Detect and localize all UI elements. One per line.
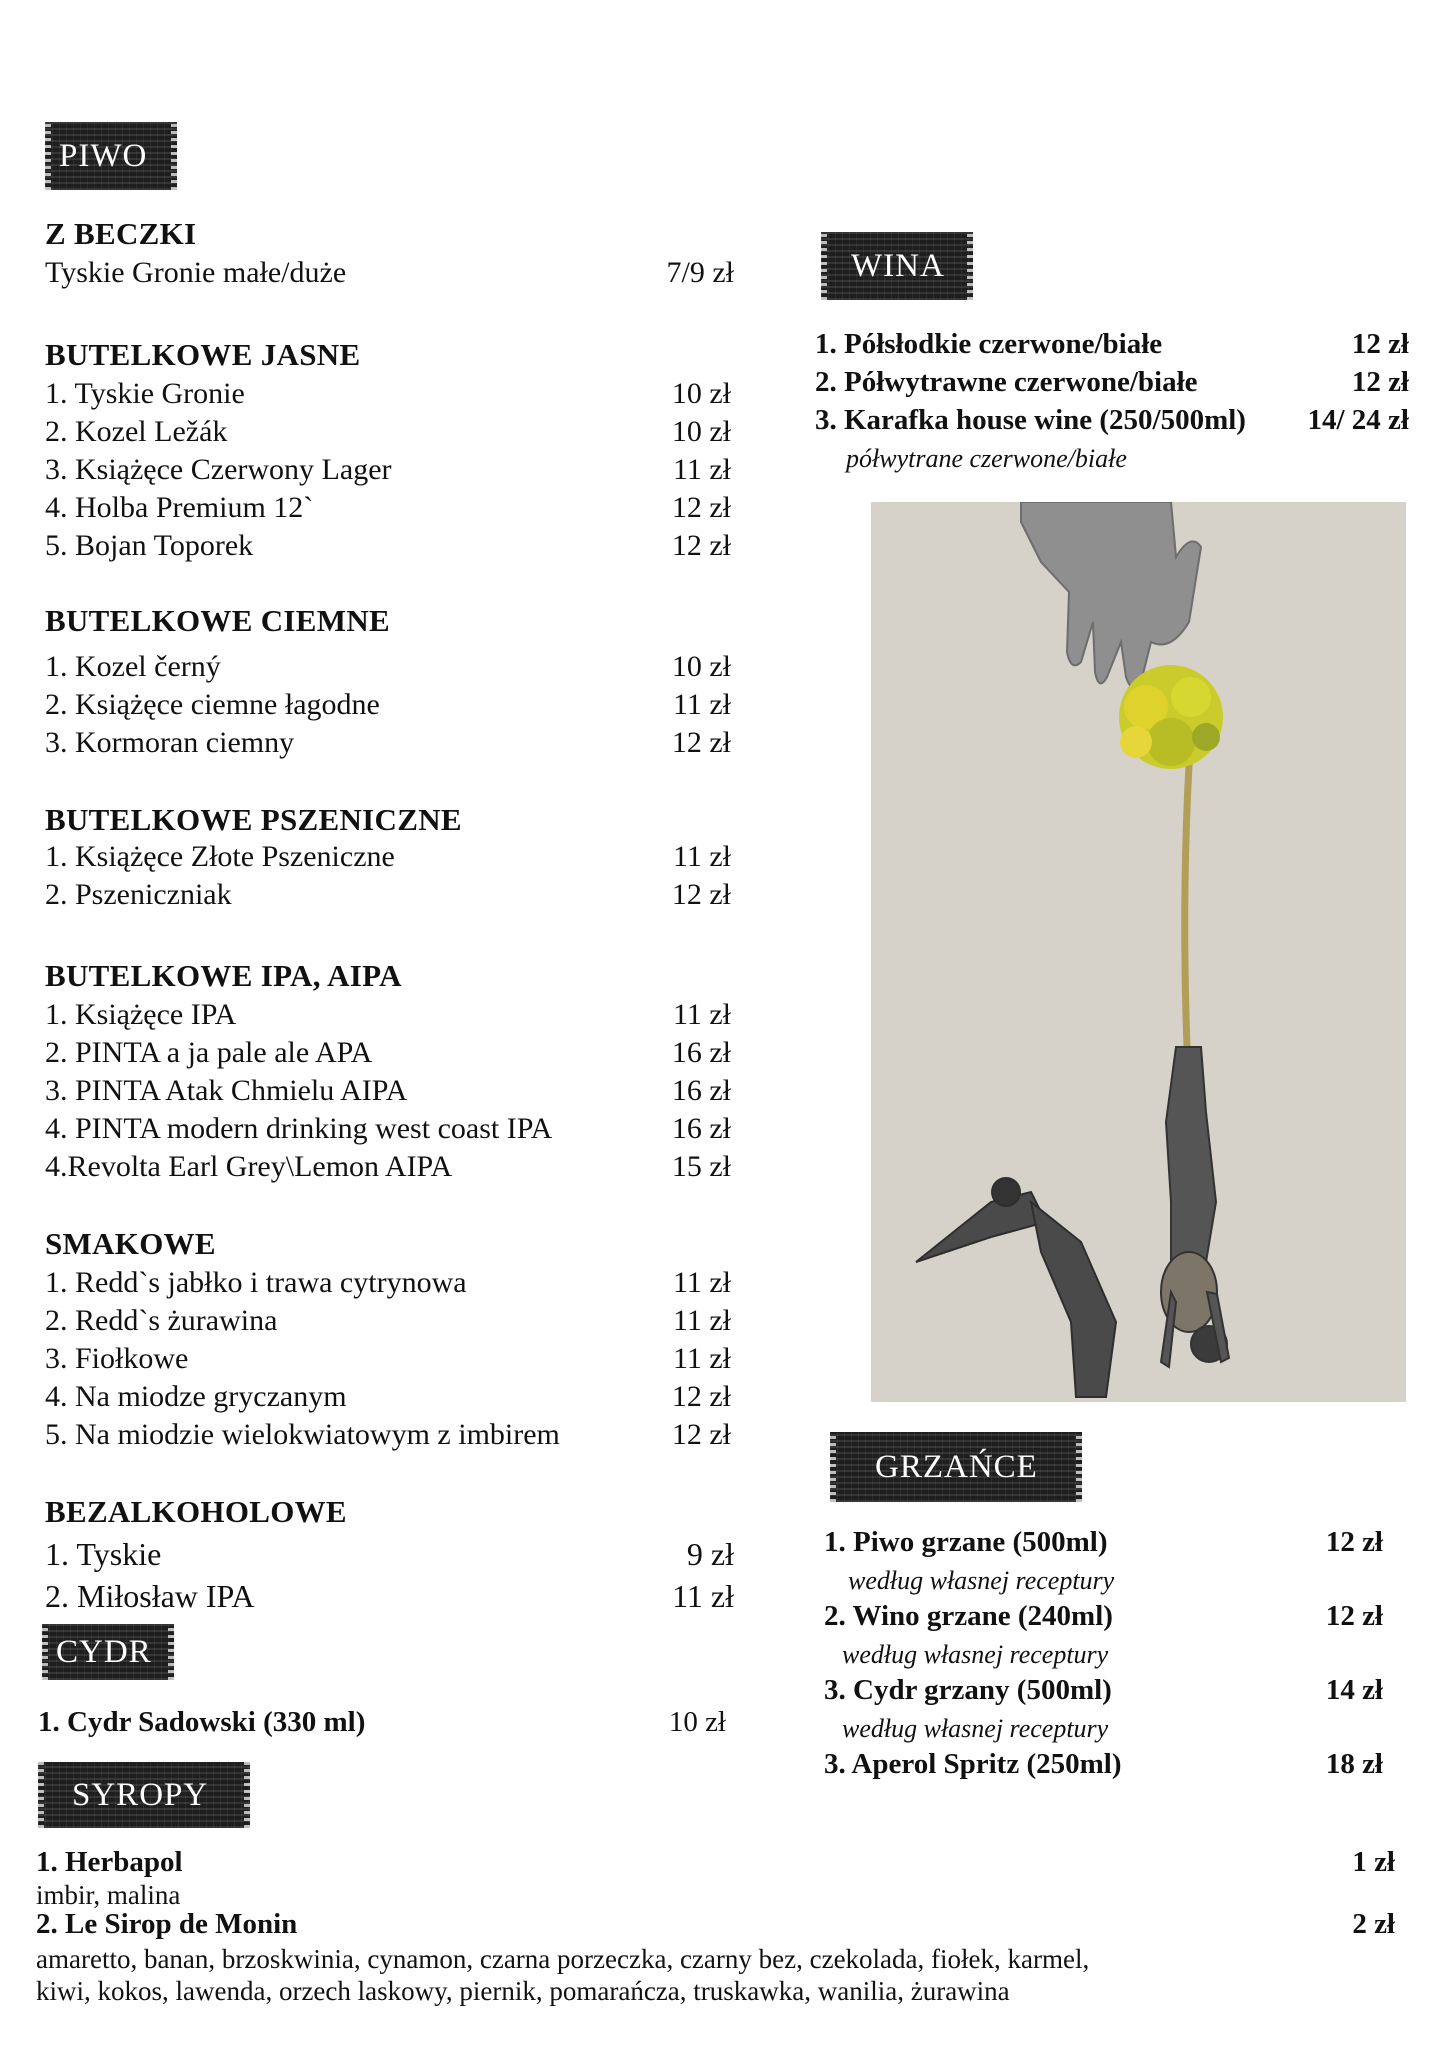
menu-item-note: według własnej receptury bbox=[848, 1566, 1115, 1595]
menu-item-price: 11 zł bbox=[672, 1342, 731, 1375]
menu-item: 1. Półsłodkie czerwone/białe bbox=[815, 328, 1163, 360]
menu-item: 3. Karafka house wine (250/500ml) bbox=[815, 404, 1246, 436]
menu-item-price: 1 zł bbox=[1352, 1846, 1395, 1878]
menu-item-price: 9 zł bbox=[686, 1536, 734, 1572]
menu-item-price: 16 zł bbox=[671, 1036, 731, 1069]
menu-item-price: 14 zł bbox=[1325, 1674, 1383, 1706]
menu-item: 4. Na miodze gryczanym bbox=[45, 1380, 347, 1413]
menu-item-note: półwytrane czerwone/białe bbox=[846, 444, 1127, 473]
section-header-label: SYROPY bbox=[72, 1776, 209, 1813]
category-title: BUTELKOWE IPA, AIPA bbox=[45, 958, 402, 993]
menu-item: 1. Książęce IPA bbox=[45, 998, 237, 1031]
menu-item-price: 12 zł bbox=[671, 726, 731, 759]
menu-item-price: 2 zł bbox=[1352, 1908, 1395, 1940]
menu-item: 1. Herbapol bbox=[36, 1846, 183, 1878]
menu-item: 3. PINTA Atak Chmielu AIPA bbox=[45, 1074, 408, 1107]
category-title: BUTELKOWE JASNE bbox=[45, 337, 361, 372]
menu-item: 3. Książęce Czerwony Lager bbox=[45, 453, 392, 486]
menu-item: 5. Na miodzie wielokwiatowym z imbirem bbox=[45, 1418, 560, 1451]
section-header-wina bbox=[821, 232, 973, 300]
category-title: BEZALKOHOLOWE bbox=[45, 1494, 347, 1529]
syrup-flavors: amaretto, banan, brzoskwinia, cynamon, czarna porzeczka, czarny bez, czekolada, fiołek, karmel, bbox=[36, 1944, 1090, 1974]
menu-item-price: 11 zł bbox=[672, 1304, 731, 1337]
menu-item-price: 12 zł bbox=[671, 491, 731, 524]
menu-item-price: 12 zł bbox=[671, 1418, 731, 1451]
menu-item: 2. Pszeniczniak bbox=[45, 878, 232, 911]
menu-item: 1. Książęce Złote Pszeniczne bbox=[45, 840, 395, 873]
menu-item-price: 12 zł bbox=[671, 1380, 731, 1413]
menu-item-price: 11 zł bbox=[672, 840, 731, 873]
menu-item: 4.Revolta Earl Grey\Lemon AIPA bbox=[45, 1150, 453, 1183]
menu-item: 4. PINTA modern drinking west coast IPA bbox=[45, 1112, 553, 1145]
syrup-flavors: kiwi, kokos, lawenda, orzech laskowy, piernik, pomarańcza, truskawka, wanilia, żurawina bbox=[36, 1976, 1010, 2006]
menu-item-price: 12 zł bbox=[671, 529, 731, 562]
diver-figure bbox=[916, 1178, 1116, 1397]
section-header-syropy bbox=[38, 1762, 250, 1828]
syrup-flavors: imbir, malina bbox=[36, 1880, 181, 1910]
section-header-grzance bbox=[830, 1432, 1082, 1502]
menu-item-price: 16 zł bbox=[671, 1074, 731, 1107]
section-header-label: PIWO bbox=[59, 137, 148, 174]
menu-item-price: 10 zł bbox=[668, 1706, 726, 1738]
menu-item: 3. Fiołkowe bbox=[45, 1342, 189, 1375]
menu-item: 2. Miłosław IPA bbox=[45, 1578, 255, 1614]
menu-item-price: 12 zł bbox=[1351, 328, 1409, 360]
menu-item-price: 11 zł bbox=[672, 688, 731, 721]
menu-item: 1. Redd`s jabłko i trawa cytrynowa bbox=[45, 1266, 467, 1299]
menu-item-price: 15 zł bbox=[671, 1150, 731, 1183]
menu-item-price: 12 zł bbox=[1325, 1600, 1383, 1632]
menu-item: 3. Aperol Spritz (250ml) bbox=[824, 1748, 1122, 1780]
menu-item-price: 14/ 24 zł bbox=[1307, 404, 1409, 436]
menu-item-price: 10 zł bbox=[671, 377, 731, 410]
flower-head bbox=[1119, 665, 1223, 769]
menu-item-note: według własnej receptury bbox=[842, 1640, 1109, 1669]
menu-item: 2. Półwytrawne czerwone/białe bbox=[815, 366, 1198, 398]
menu-item-price: 10 zł bbox=[671, 650, 731, 683]
menu-item: 1. Kozel černý bbox=[45, 650, 221, 683]
menu-item-price: 12 zł bbox=[1325, 1526, 1383, 1558]
acrobat-figure bbox=[1161, 1047, 1229, 1367]
category-title: BUTELKOWE PSZENICZNE bbox=[45, 802, 462, 837]
category-title: SMAKOWE bbox=[45, 1226, 216, 1261]
menu-item-price: 11 zł bbox=[672, 453, 731, 486]
menu-item: 2. Wino grzane (240ml) bbox=[824, 1600, 1113, 1632]
hand-illustration bbox=[1021, 502, 1201, 688]
menu-item: 2. Książęce ciemne łagodne bbox=[45, 688, 380, 721]
menu-item-price: 11 zł bbox=[672, 1578, 734, 1614]
menu-item: 5. Bojan Toporek bbox=[45, 529, 254, 562]
section-header-label: CYDR bbox=[56, 1633, 152, 1670]
menu-item-price: 10 zł bbox=[671, 415, 731, 448]
menu-item-price: 12 zł bbox=[1351, 366, 1409, 398]
menu-item: 1. Tyskie bbox=[45, 1536, 162, 1572]
menu-item: 1. Tyskie Gronie bbox=[45, 377, 245, 410]
section-header-label: GRZAŃCE bbox=[875, 1448, 1038, 1485]
section-header-piwo bbox=[45, 122, 177, 190]
menu-item-price: 11 zł bbox=[672, 1266, 731, 1299]
menu-item: Tyskie Gronie małe/duże bbox=[45, 256, 347, 289]
menu-item: 1. Cydr Sadowski (330 ml) bbox=[38, 1706, 366, 1738]
menu-item: 2. Redd`s żurawina bbox=[45, 1304, 278, 1337]
menu-item: 3. Cydr grzany (500ml) bbox=[824, 1674, 1112, 1706]
menu-item: 4. Holba Premium 12` bbox=[45, 491, 314, 524]
menu-item-price: 18 zł bbox=[1325, 1748, 1383, 1780]
category-title: Z BECZKI bbox=[45, 216, 197, 251]
collage-photo bbox=[871, 502, 1406, 1402]
menu-item: 1. Piwo grzane (500ml) bbox=[824, 1526, 1108, 1558]
menu-item: 2. Kozel Ležák bbox=[45, 415, 228, 448]
menu-item-price: 11 zł bbox=[672, 998, 731, 1031]
menu-item-note: według własnej receptury bbox=[842, 1714, 1109, 1743]
menu-item-price: 7/9 zł bbox=[666, 256, 734, 289]
menu-item: 2. Le Sirop de Monin bbox=[36, 1908, 298, 1940]
menu-item: 3. Kormoran ciemny bbox=[45, 726, 295, 759]
menu-item-price: 12 zł bbox=[671, 878, 731, 911]
menu-item-price: 16 zł bbox=[671, 1112, 731, 1145]
flower-stem bbox=[1185, 732, 1191, 1047]
menu-item: 2. PINTA a ja pale ale APA bbox=[45, 1036, 373, 1069]
section-header-label: WINA bbox=[851, 247, 945, 284]
category-title: BUTELKOWE CIEMNE bbox=[45, 603, 390, 638]
section-header-cydr bbox=[42, 1624, 174, 1680]
